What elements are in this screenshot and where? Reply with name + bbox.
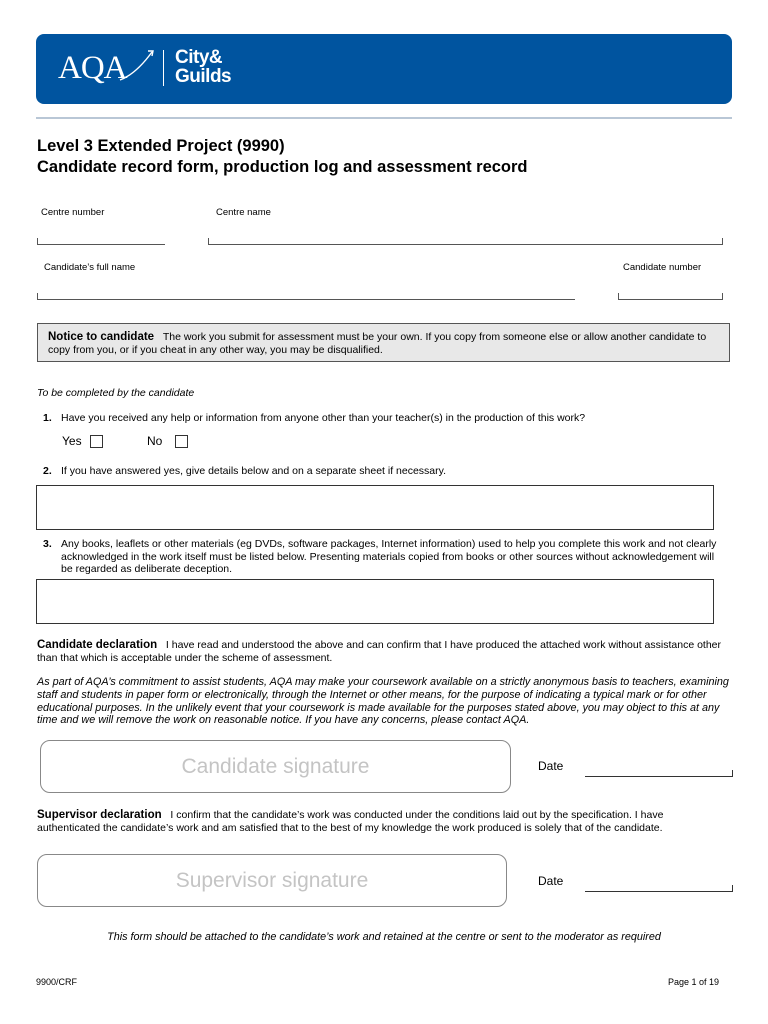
- candidate-declaration-text: I have read and understood the above and can confirm that I have produced the attached work without assistance other than that which is acceptable under the scheme of assessment.: [37, 639, 722, 664]
- supervisor-date-label: Date: [538, 874, 564, 888]
- page-number: Page 1 of 19: [668, 977, 720, 987]
- candidate-date-field[interactable]: [585, 770, 733, 777]
- centre-number-label: Centre number: [41, 207, 105, 218]
- candidate-signature-box[interactable]: Candidate signature: [40, 740, 511, 793]
- question-3-number: 3.: [43, 538, 52, 550]
- supervisor-date-field[interactable]: [585, 885, 733, 892]
- no-checkbox[interactable]: [175, 435, 188, 448]
- supervisor-declaration-text: I confirm that the candidate’s work was conducted under the conditions laid out by the specification. I have authenticated the candidate’s work and am satisfied that to the best of my knowledge the work produced is solely that of the candidate.: [37, 809, 664, 834]
- notice-box: [37, 323, 730, 362]
- aqa-logo: AQA: [58, 50, 127, 86]
- centre-number-field[interactable]: [37, 238, 165, 245]
- form-code: 9900/CRF: [36, 977, 78, 987]
- coursework-usage-note: As part of AQA’s commitment to assist students, AQA may make your coursework available on a strictly anonymous basis to teachers, examining staff and students in paper form or electronically, through the Internet or other means, for the purpose of indicating a typical mark or for other educational purposes. In the unlikely event that your coursework is made available for the purposes stated above, you may object to this at any time and we will remove the work on reasonable notice. If you have any concerns, please contact AQA.: [37, 676, 729, 727]
- candidate-name-field[interactable]: [37, 293, 575, 300]
- candidate-number-label: Candidate number: [623, 262, 702, 273]
- candidate-declaration: [37, 639, 727, 664]
- no-label: No: [147, 434, 163, 448]
- notice-heading: Notice to candidate: [48, 331, 155, 343]
- yes-label: Yes: [62, 434, 82, 448]
- aqa-swoosh-icon: [118, 46, 158, 86]
- page-title: Level 3 Extended Project (9990) Candidate record form, production log and assessment record: [37, 137, 528, 176]
- yes-checkbox[interactable]: [90, 435, 103, 448]
- question-2-number: 2.: [43, 465, 52, 477]
- centre-name-label: Centre name: [216, 207, 271, 218]
- supervisor-declaration: [37, 809, 727, 834]
- city-guilds-logo: City& Guilds: [175, 47, 232, 87]
- header-rule: [36, 117, 732, 119]
- attachment-note: This form should be attached to the candidate’s work and retained at the centre or sent to the moderator as required: [107, 931, 661, 943]
- materials-box[interactable]: [36, 579, 714, 624]
- question-1-text: Have you received any help or information from anyone other than your teacher(s) in the production of this work?: [61, 412, 586, 424]
- candidate-name-label: Candidate’s full name: [44, 262, 136, 273]
- logo-divider: [163, 50, 164, 86]
- supervisor-signature-box[interactable]: Supervisor signature: [37, 854, 507, 907]
- question-2-text: If you have answered yes, give details below and on a separate sheet if necessary.: [61, 465, 447, 477]
- supervisor-declaration-heading: Supervisor declaration: [37, 809, 162, 821]
- to-be-completed-note: To be completed by the candidate: [37, 387, 195, 399]
- question-1-number: 1.: [43, 412, 52, 424]
- centre-name-field[interactable]: [208, 238, 723, 245]
- candidate-declaration-heading: Candidate declaration: [37, 639, 158, 651]
- question-3-text: Any books, leaflets or other materials (eg DVDs, software packages, Internet information) used to help you complete this work and not clearly acknowledged in the work itself must be listed below. Presenting materials copied from books or other sources without acknowledgement will be regarded as deliberate deception.: [61, 538, 717, 575]
- candidate-number-field[interactable]: [618, 293, 723, 300]
- help-details-box[interactable]: [36, 485, 714, 530]
- notice-text: The work you submit for assessment must be your own. If you copy from someone else or allow another candidate to copy from you, or if you cheat in any other way, you may be disqualified.: [48, 331, 707, 356]
- candidate-date-label: Date: [538, 759, 564, 773]
